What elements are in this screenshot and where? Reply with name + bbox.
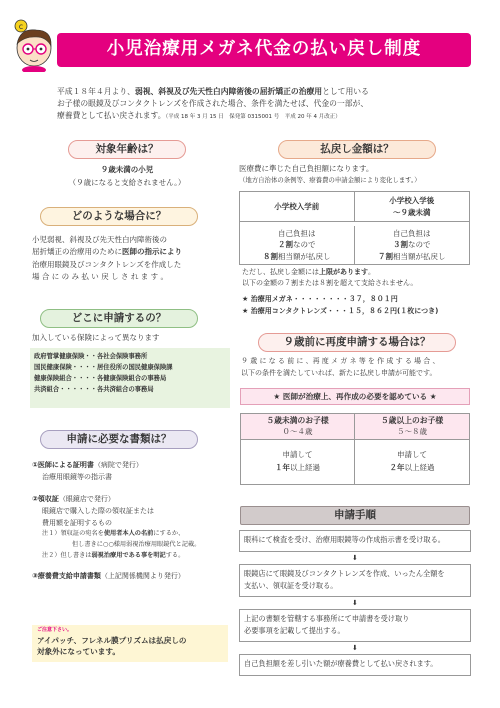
docs-heading: 申請に必要な書類は？ [40,430,198,449]
intro-text: 平成１８年４月より、弱視、斜視及び先天性白内障術後の屈折矯正の治療用として用いる お子様の眼鏡及びコンタクトレンズを作成された場合、条件を満たせば、代金の一部が、 療養費として払い戻されます。（平成 18 年 3 月 15 日 保発第 0315001 号 平成 20 年 4 月改正） [57,87,369,121]
refund-heading: 払戻し金額は？ [278,140,436,159]
svg-text:c: c [18,22,24,31]
procedure-step-1: 眼科にて検査を受け、治療用眼鏡等の作成指示書を受け取る。 [239,530,471,552]
table-column-under5: ５歳未満のお子様 ０～４歳 申請して １年以上経過 [241,414,355,484]
age-sub: （９歳になると支給されません。） [68,178,186,187]
procedure-heading: 申請手順 [240,506,470,525]
table-column-5plus: ５歳以上のお子様 ５～８歳 申請して ２年以上経過 [355,414,469,484]
where-heading: どこに申請するの？ [40,309,198,328]
list-item: 共済組合・・・・・・各共済組合の事務局 [34,386,154,394]
table-header: 小学校入学後 ～９歳未満 [355,192,470,222]
reapply-table [240,413,470,485]
reapply-heading: ９歳前に再度申請する場合は？ [258,333,456,352]
refund-table [239,191,470,265]
table-header: 小学校入学前 [240,192,355,222]
refund-limit-note: ただし、払戻し金額には上限があります。 以下の金額の７割または８割を超えて支給されません。 ★ 治療用メガネ・・・・・・・・３７，８０１円 ★ 治療用コンタクトレンズ・・・１５，８６２円(１枚につき) [242,268,439,315]
when-text: 小児弱視、斜視及び先天性白内障術後の 屈折矯正の治療用のために医師の指示により 治療用眼鏡及びコンタクトレンズを作成した 場 合 に の み 払 い 戻 し さ れ ま す 。 [32,235,182,282]
list-item: 健康保険組合・・・・各健康保険組合の事務局 [34,375,167,383]
age-heading: 対象年齢は？ [68,140,186,159]
arrow-down-icon: ⬇ [352,554,358,562]
reapply-condition-bar: ★ 医師が治療上、再作成の必要を認めている ★ [240,388,470,405]
insurer-list [30,348,230,408]
procedure-step-2: 眼鏡店にて眼鏡及びコンタクトレンズを作成、いったん全額を 支払い、領収証を受け取る。 [239,564,471,597]
where-text: 加入している保険によって異なります [32,333,160,342]
arrow-down-icon: ⬇ [352,644,358,652]
reapply-text: ９ 歳 に な る 前 に 、再 度 メ ガ ネ 等 を 作 成 す る 場 合 、 以下の条件を満たしていれば、新たに払戻し申請が可能です。 [241,357,440,377]
procedure-step-3: 上記の書類を管轄する事務所にて申請書を受け取り 必要事項を記載して提出する。 [239,609,471,642]
age-main: ９歳未満の小児 [100,165,154,174]
boy-with-glasses-illustration [10,18,62,72]
procedure-step-4: 自己負担額を差し引いた額が療養費として払い戻されます。 [239,654,471,676]
caution-box: ご注意下さい。 アイパッチ、フレネル膜プリズムは払戻しの 対象外になっています。 [32,625,228,662]
docs-text: ①医師による証明書（病院で発行） 治療用眼鏡等の指示書 ②領収証（眼鏡店で発行） 眼鏡店で購入した際の領収証または 費用額を証明するもの 注１）領収証の宛名を使用者本人の名前にするか、 但し書きに○○様用弱視治療用眼鏡代と記載。 注２）但し書きは弱視治療用である事を明記する。 ③療養費支給申請書類（上記関係機関より発行） [32,461,201,581]
table-cell: 自己負担は ２割なので ８割相当額が払戻し [240,226,355,264]
list-item: 政府管掌健康保険・・各社会保険事務所 [34,353,148,360]
arrow-down-icon: ⬇ [352,599,358,607]
page-title: 小児治療用メガネ代金の払い戻し制度 [57,33,471,67]
when-heading: どのような場合に？ [40,207,198,226]
table-cell: 自己負担は ３割なので ７割相当額が払戻し [378,229,446,261]
list-item: 国民健康保険・・・・居住役所の国民健康保険課 [34,364,173,372]
refund-text: 医療費に準じた自己負担額になります。 （地方自治体の条例等、療養費の申請金額により変化します。） [239,164,421,185]
